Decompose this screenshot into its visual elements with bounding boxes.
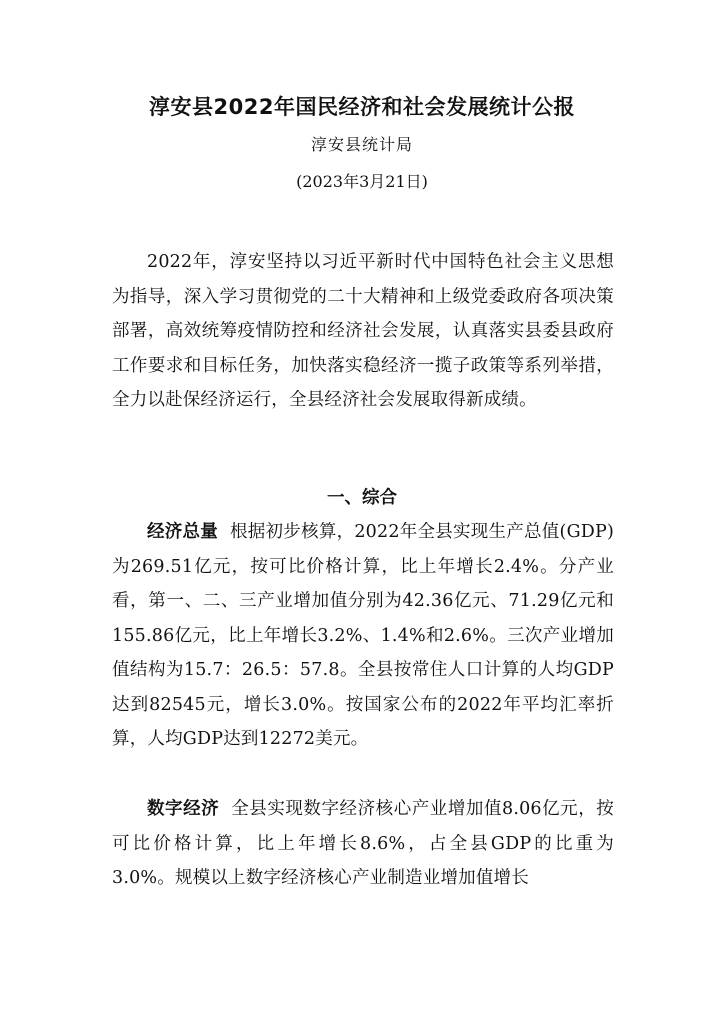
paragraph-lead: 经济总量	[147, 522, 219, 542]
paragraph-digital-economy	[112, 792, 614, 896]
publish-date: (2023年3月21日)	[296, 172, 428, 191]
paragraph-lead: 数字经济	[147, 799, 220, 819]
section-heading: 一、综合	[327, 488, 397, 508]
document-title: 淳安县2022年国民经济和社会发展统计公报	[149, 95, 575, 119]
paragraph-economic-total	[112, 515, 614, 757]
issuer: 淳安县统计局	[310, 135, 413, 154]
intro-paragraph: 2022年，淳安坚持以习近平新时代中国特色社会主义思想为指导，深入学习贯彻党的二十大精神和上级党委政府各项决策部署，高效统筹疫情防控和经济社会发展，认真落实县委县政府工作要求和目标任务，加快落实稳经济一揽子政策等系列举措，全力以赴保经济运行，全县经济社会发展取得新成绩。	[112, 252, 614, 410]
paragraph-text: 根据初步核算，2022年全县实现生产总值(GDP)为269.51亿元，按可比价格计算，比上年增长2.4%。分产业看，第一、二、三产业增加值分别为42.36亿元、71.29亿元和155.86亿元，比上年增长3.2%、1.4%和2.6%。三次产业增加值结构为15.7：26.5：57.8。全县按常住人口计算的人均GDP达到82545元，增长3.0%。按国家公布的2022年平均汇率折算，人均GDP达到12272美元。	[112, 522, 614, 749]
paragraph-text: 全县实现数字经济核心产业增加值8.06亿元，按可比价格计算，比上年增长8.6%，占全县GDP的比重为3.0%。规模以上数字经济核心产业制造业增加值增长	[112, 799, 614, 888]
